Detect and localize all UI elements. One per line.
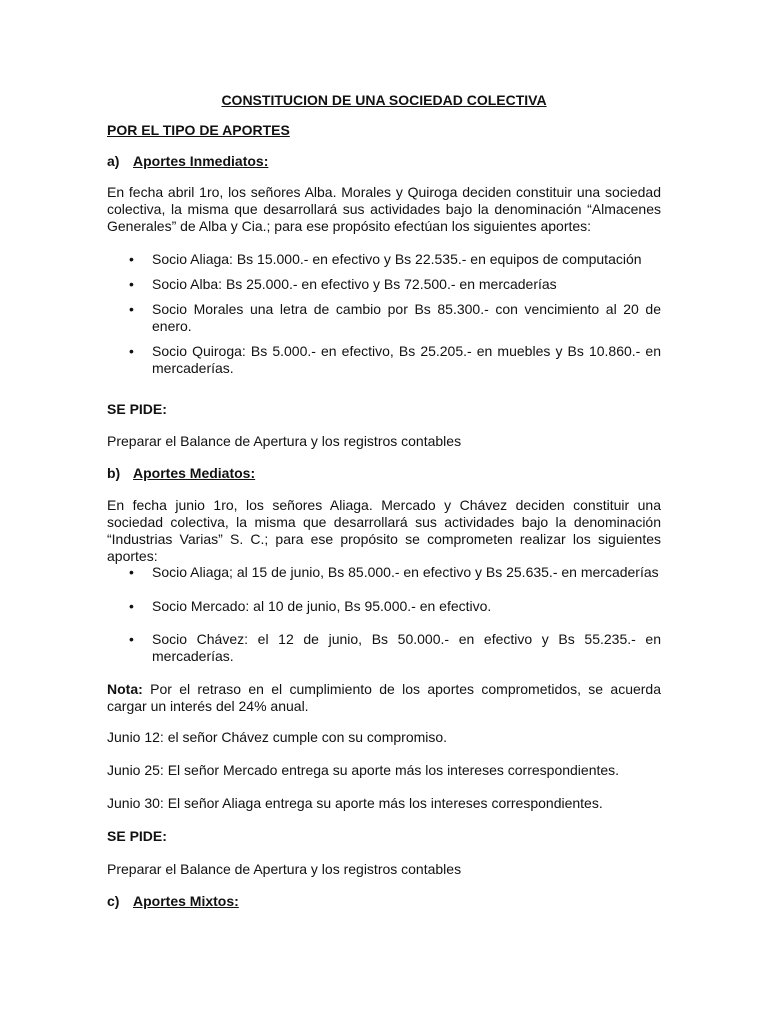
- list-item-text: Socio Alba: Bs 25.000.- en efectivo y Bs 72.500.- en mercaderías: [152, 276, 557, 292]
- list-item: [129, 276, 661, 293]
- subsection-c-title: Aportes Mixtos:: [133, 893, 239, 909]
- list-item-text: Socio Chávez: el 12 de junio, Bs 50.000.- en efectivo y Bs 55.235.- en mercaderías.: [152, 631, 661, 664]
- subsection-c-letter: c): [107, 893, 120, 909]
- bullet-icon: •: [129, 343, 134, 359]
- subsection-a-heading: [107, 153, 268, 170]
- bullet-icon: •: [129, 276, 134, 292]
- event-line: Junio 12: el señor Chávez cumple con su compromiso.: [107, 729, 448, 745]
- list-item-text: Socio Morales una letra de cambio por Bs 85.300.- con vencimiento al 20 de enero.: [152, 301, 661, 334]
- bullet-icon: •: [129, 251, 134, 267]
- se-pide-label: SE PIDE:: [107, 828, 167, 844]
- list-item: [129, 343, 661, 377]
- list-item: [129, 251, 661, 268]
- task-text: Preparar el Balance de Apertura y los registros contables: [107, 861, 462, 877]
- bullet-icon: •: [129, 631, 134, 647]
- subsection-c-heading: [107, 893, 239, 910]
- list-item: [129, 598, 661, 615]
- event-line: Junio 25: El señor Mercado entrega su aporte más los intereses correspondientes.: [107, 762, 620, 778]
- list-item-text: Socio Quiroga: Bs 5.000.- en efectivo, Bs 25.205.- en muebles y Bs 10.860.- en mercaderías.: [152, 343, 661, 376]
- note-label: Nota:: [107, 681, 143, 697]
- subsection-b-title: Aportes Mediatos:: [133, 465, 256, 481]
- subsection-b-letter: b): [107, 465, 121, 481]
- section-heading: POR EL TIPO DE APORTES: [107, 122, 290, 138]
- se-pide-label: SE PIDE:: [107, 401, 167, 417]
- list-item-text: Socio Mercado: al 10 de junio, Bs 95.000.- en efectivo.: [152, 598, 492, 614]
- list-item: [129, 301, 661, 335]
- document-title: CONSTITUCION DE UNA SOCIEDAD COLECTIVA: [221, 92, 547, 108]
- subsection-a-letter: a): [107, 153, 120, 169]
- list-item-text: Socio Aliaga: Bs 15.000.- en efectivo y Bs 22.535.- en equipos de computación: [152, 251, 642, 267]
- bullet-icon: •: [129, 598, 134, 614]
- bullet-icon: •: [129, 564, 134, 580]
- note-paragraph: [107, 681, 661, 715]
- subsection-b-heading: [107, 465, 255, 482]
- list-item: [129, 631, 661, 665]
- note-text: Por el retraso en el cumplimiento de los aportes comprometidos, se acuerda cargar un interés del 24% anual.: [107, 681, 661, 714]
- subsection-a-intro: En fecha abril 1ro, los señores Alba. Morales y Quiroga deciden constituir una sociedad colectiva, la misma que desarrollará sus actividades bajo la denominación “Almacenes Generales” de Alba y Cia.; para ese propósito efectúan los siguientes aportes:: [107, 184, 661, 234]
- subsection-b-intro: En fecha junio 1ro, los señores Aliaga. Mercado y Chávez deciden constituir una sociedad colectiva, la misma que desarrollará sus actividades bajo la denominación “Industrias Varias” S. C.; para ese propósito se comprometen realizar los siguientes aportes:: [107, 497, 661, 564]
- task-text: Preparar el Balance de Apertura y los registros contables: [107, 433, 462, 449]
- list-item-text: Socio Aliaga; al 15 de junio, Bs 85.000.- en efectivo y Bs 25.635.- en mercaderías: [152, 564, 659, 580]
- event-line: Junio 30: El señor Aliaga entrega su aporte más los intereses correspondientes.: [107, 795, 603, 811]
- bullet-icon: •: [129, 301, 134, 317]
- subsection-a-title: Aportes Inmediatos:: [133, 153, 269, 169]
- list-item: [129, 564, 661, 581]
